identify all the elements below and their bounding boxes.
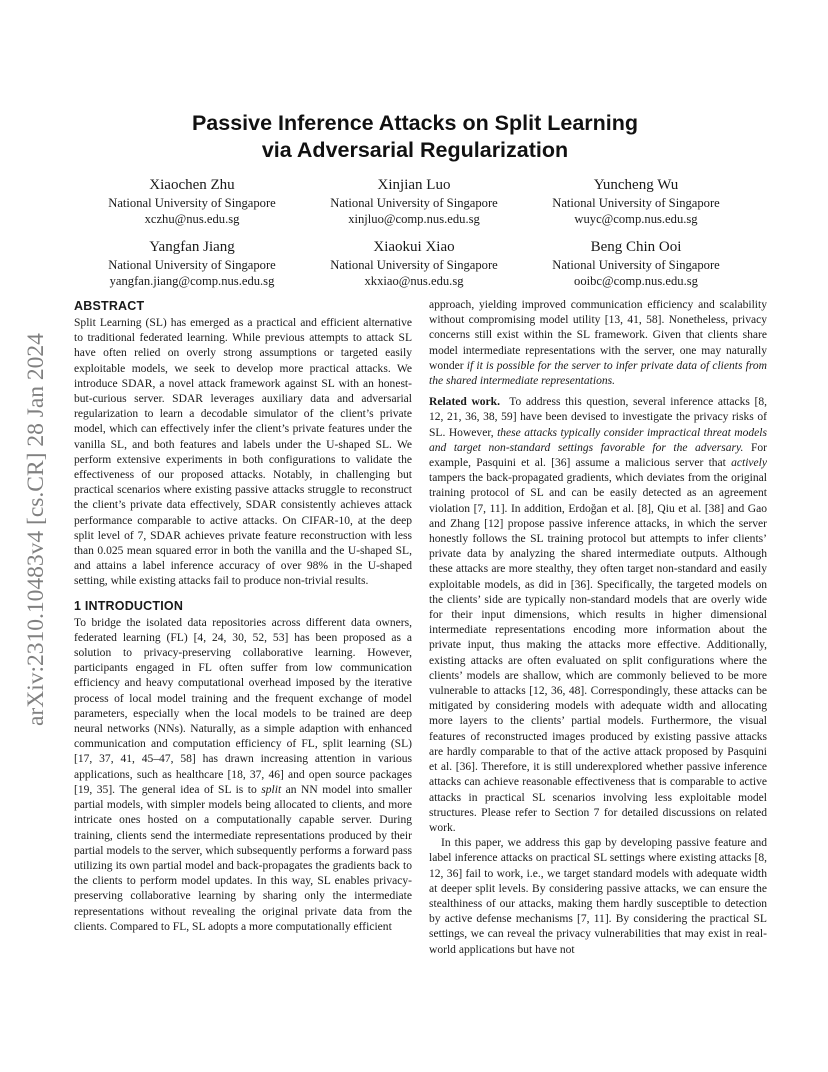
author-email: xinjluo@comp.nus.edu.sg [348, 211, 480, 226]
related-text-part-1: To address this question, several inference attacks [8, 12, 21, 36, 38, 59] have been devised to investigate the privacy risks of SL. However, [429, 396, 767, 439]
author-name: Yuncheng Wu [593, 177, 679, 193]
author-affiliation: National University of Singapore [330, 258, 498, 272]
author-email: yangfan.jiang@comp.nus.edu.sg [109, 273, 275, 288]
author-block [516, 238, 756, 289]
intro-text-part-2: an NN model into smaller partial models, with simpler models being allocated to clients, and more intricate ones hosted on a computationally capable server. During training, clients send the intermediate representations produced by their partial models to the server, which subsequently performs a forward pass utilizing its own partial model and back-propagates the gradients back to the clients to perform model updates. In this way, SL enables privacy-preserving collaborative learning by sharing only the intermediate representations without revealing the original private data from the clients. Compared to FL, SL adopts a more computationally efficient [74, 783, 413, 933]
left-column [74, 298, 412, 935]
author-block [72, 176, 312, 227]
author-name: Xinjian Luo [377, 177, 451, 193]
author-block [72, 238, 312, 289]
related-emphasis-1: these attacks typically consider impractical threat models and target non-standard settings favorable for the adversary. [429, 426, 768, 454]
author-block [294, 176, 534, 227]
related-text-part-2: For example, Pasquini et al. [36] assume a malicious server that [429, 441, 767, 470]
related-emphasis-2: actively [731, 457, 767, 470]
abstract-heading: ABSTRACT [74, 299, 145, 313]
introduction-paragraph [74, 616, 412, 935]
author-name: Beng Chin Ooi [590, 239, 682, 255]
related-text-part-3: tampers the back-propagated gradients, which deviates from the original training protocol of SL and can be easily detected as an agreement violation [7, 11]. In addition, Erdoğan et al. [8], Qiu et al. [38] and Gao and Zhang [12] propose passive inference attacks, in which the server honestly follows the SL training protocol but attempts to infer clients’ private data by analyzing the shared intermediate outputs. Although these attacks are more stealthy, they often target non-standard and easily exploitable models, as did in [36]. Specifically, the targeted models on the clients’ side are typically non-standard models that are overly wide for their input dimensions, which results in higher dimensional intermediate representations encoding more information about the private input, thus making the attacks more effective. Additionally, existing attacks are often evaluated on split configurations where the clients’ models are shallow, which are commonly believed to be more vulnerable to attacks [12, 36, 48]. Correspondingly, these attacks can be mitigated by considering models with adequate width and allocating more layers to the clients’ partial models. Furthermore, the visual features of reconstructed images produced by existing passive attacks are hardly comparable to that of the active attack proposed by Pasquini et al. [36]. Therefore, it is still underexplored whether passive inference attacks can achieve reasonable effectiveness that is comparable to active attacks in practical SL scenarios involving less exploitable model structures. Please refer to Section 7 for detailed discussions on related work. [429, 472, 767, 834]
author-block [294, 238, 534, 289]
intro-emphasis-split: split [261, 783, 282, 796]
intro-continuation-emphasis: if it is possible for the server to infer private data of clients from the shared intermediate representations. [429, 359, 768, 388]
related-work-heading: Related work. [429, 396, 500, 409]
author-affiliation: National University of Singapore [108, 258, 276, 272]
author-email: wuyc@comp.nus.edu.sg [574, 211, 698, 226]
author-name: Xiaokui Xiao [373, 239, 455, 255]
author-name: Xiaochen Zhu [149, 177, 235, 193]
author-affiliation: National University of Singapore [330, 196, 498, 210]
author-email: ooibc@comp.nus.edu.sg [574, 273, 698, 288]
author-name: Yangfan Jiang [149, 239, 235, 255]
contribution-paragraph: In this paper, we address this gap by developing passive feature and label inference attacks on practical SL settings where existing attacks [8, 12, 36] fail to work, i.e., we target standard models with adequate width at deeper split levels. By considering passive attacks, we can ensure the stealthiness of our attacks, making them hardly susceptible to detection by active defense mechanisms [7, 11]. By considering the practical SL settings, we can reveal the privacy vulnerabilities that may exist in real-world applications but have not [429, 837, 767, 956]
related-work-paragraph [429, 395, 767, 836]
abstract-text: Split Learning (SL) has emerged as a practical and efficient alternative to traditional federated learning. While previous attempts to attack SL have often relied on overly strong assumptions or targeted easily exploitable models, we seek to develop more practical attacks. We introduce SDAR, a novel attack framework against SL with an honest-but-curious server. SDAR leverages auxiliary data and adversarial regularization to learn a decodable simulator of the client’s private model, which can effectively infer the client’s private features under the vanilla SL, and both features and labels under the U-shaped SL. We perform extensive experiments in both configurations to validate the effectiveness of our proposed attacks. Notably, in challenging but practical scenarios where existing passive attacks struggle to reconstruct the client’s private data effectively, SDAR consistently achieves attack performance comparable to active attacks. On CIFAR-10, at the deep split level of 7, SDAR achieves private feature reconstruction with less than 0.025 mean squared error in both the vanilla and the U-shaped SL, and attains a label inference accuracy of over 98% in the U-shaped setting, while existing attacks fail to produce non-trivial results. [74, 317, 412, 588]
intro-continuation-text: approach, yielding improved communication efficiency and scalability without compromising model utility [13, 41, 58]. Nonetheless, privacy concerns still exist within the SL framework. Given that clients share model intermediate representations with the server, one may naturally wonder [429, 299, 767, 372]
author-email: xczhu@nus.edu.sg [144, 211, 240, 226]
author-block [516, 176, 756, 227]
intro-continuation [429, 298, 767, 389]
intro-text-part-1: To bridge the isolated data repositories across different data owners, federated learning (FL) [4, 24, 30, 52, 53] has been proposed as a solution to privacy-preserving collaborative learning. However, participants engaged in FL often suffer from low communication efficiency and heavy computational overhead imposed by the iterative process of local model training and the frequent exchange of model parameters, especially when the local models to be trained are deep neural networks (NNs). Naturally, as a simple adaption with enhanced communication and computation efficiency of FL, split learning (SL) [17, 37, 41, 45–47, 58] has drawn increasing attention in various applications, such as healthcare [18, 37, 46] and open source packages [19, 35]. The general idea of SL is to [74, 616, 412, 796]
introduction-heading: 1 INTRODUCTION [74, 598, 184, 613]
title-line-2: via Adversarial Regularization [261, 138, 569, 162]
title-line-1: Passive Inference Attacks on Split Learning [191, 111, 639, 135]
author-email: xkxiao@nus.edu.sg [364, 273, 464, 288]
arxiv-identifier: arXiv:2310.10483v4 [cs.CR] 28 Jan 2024 [23, 333, 49, 727]
author-affiliation: National University of Singapore [552, 258, 720, 272]
paper-title [120, 110, 710, 164]
right-column [429, 298, 767, 958]
author-affiliation: National University of Singapore [552, 196, 720, 210]
author-affiliation: National University of Singapore [108, 196, 276, 210]
